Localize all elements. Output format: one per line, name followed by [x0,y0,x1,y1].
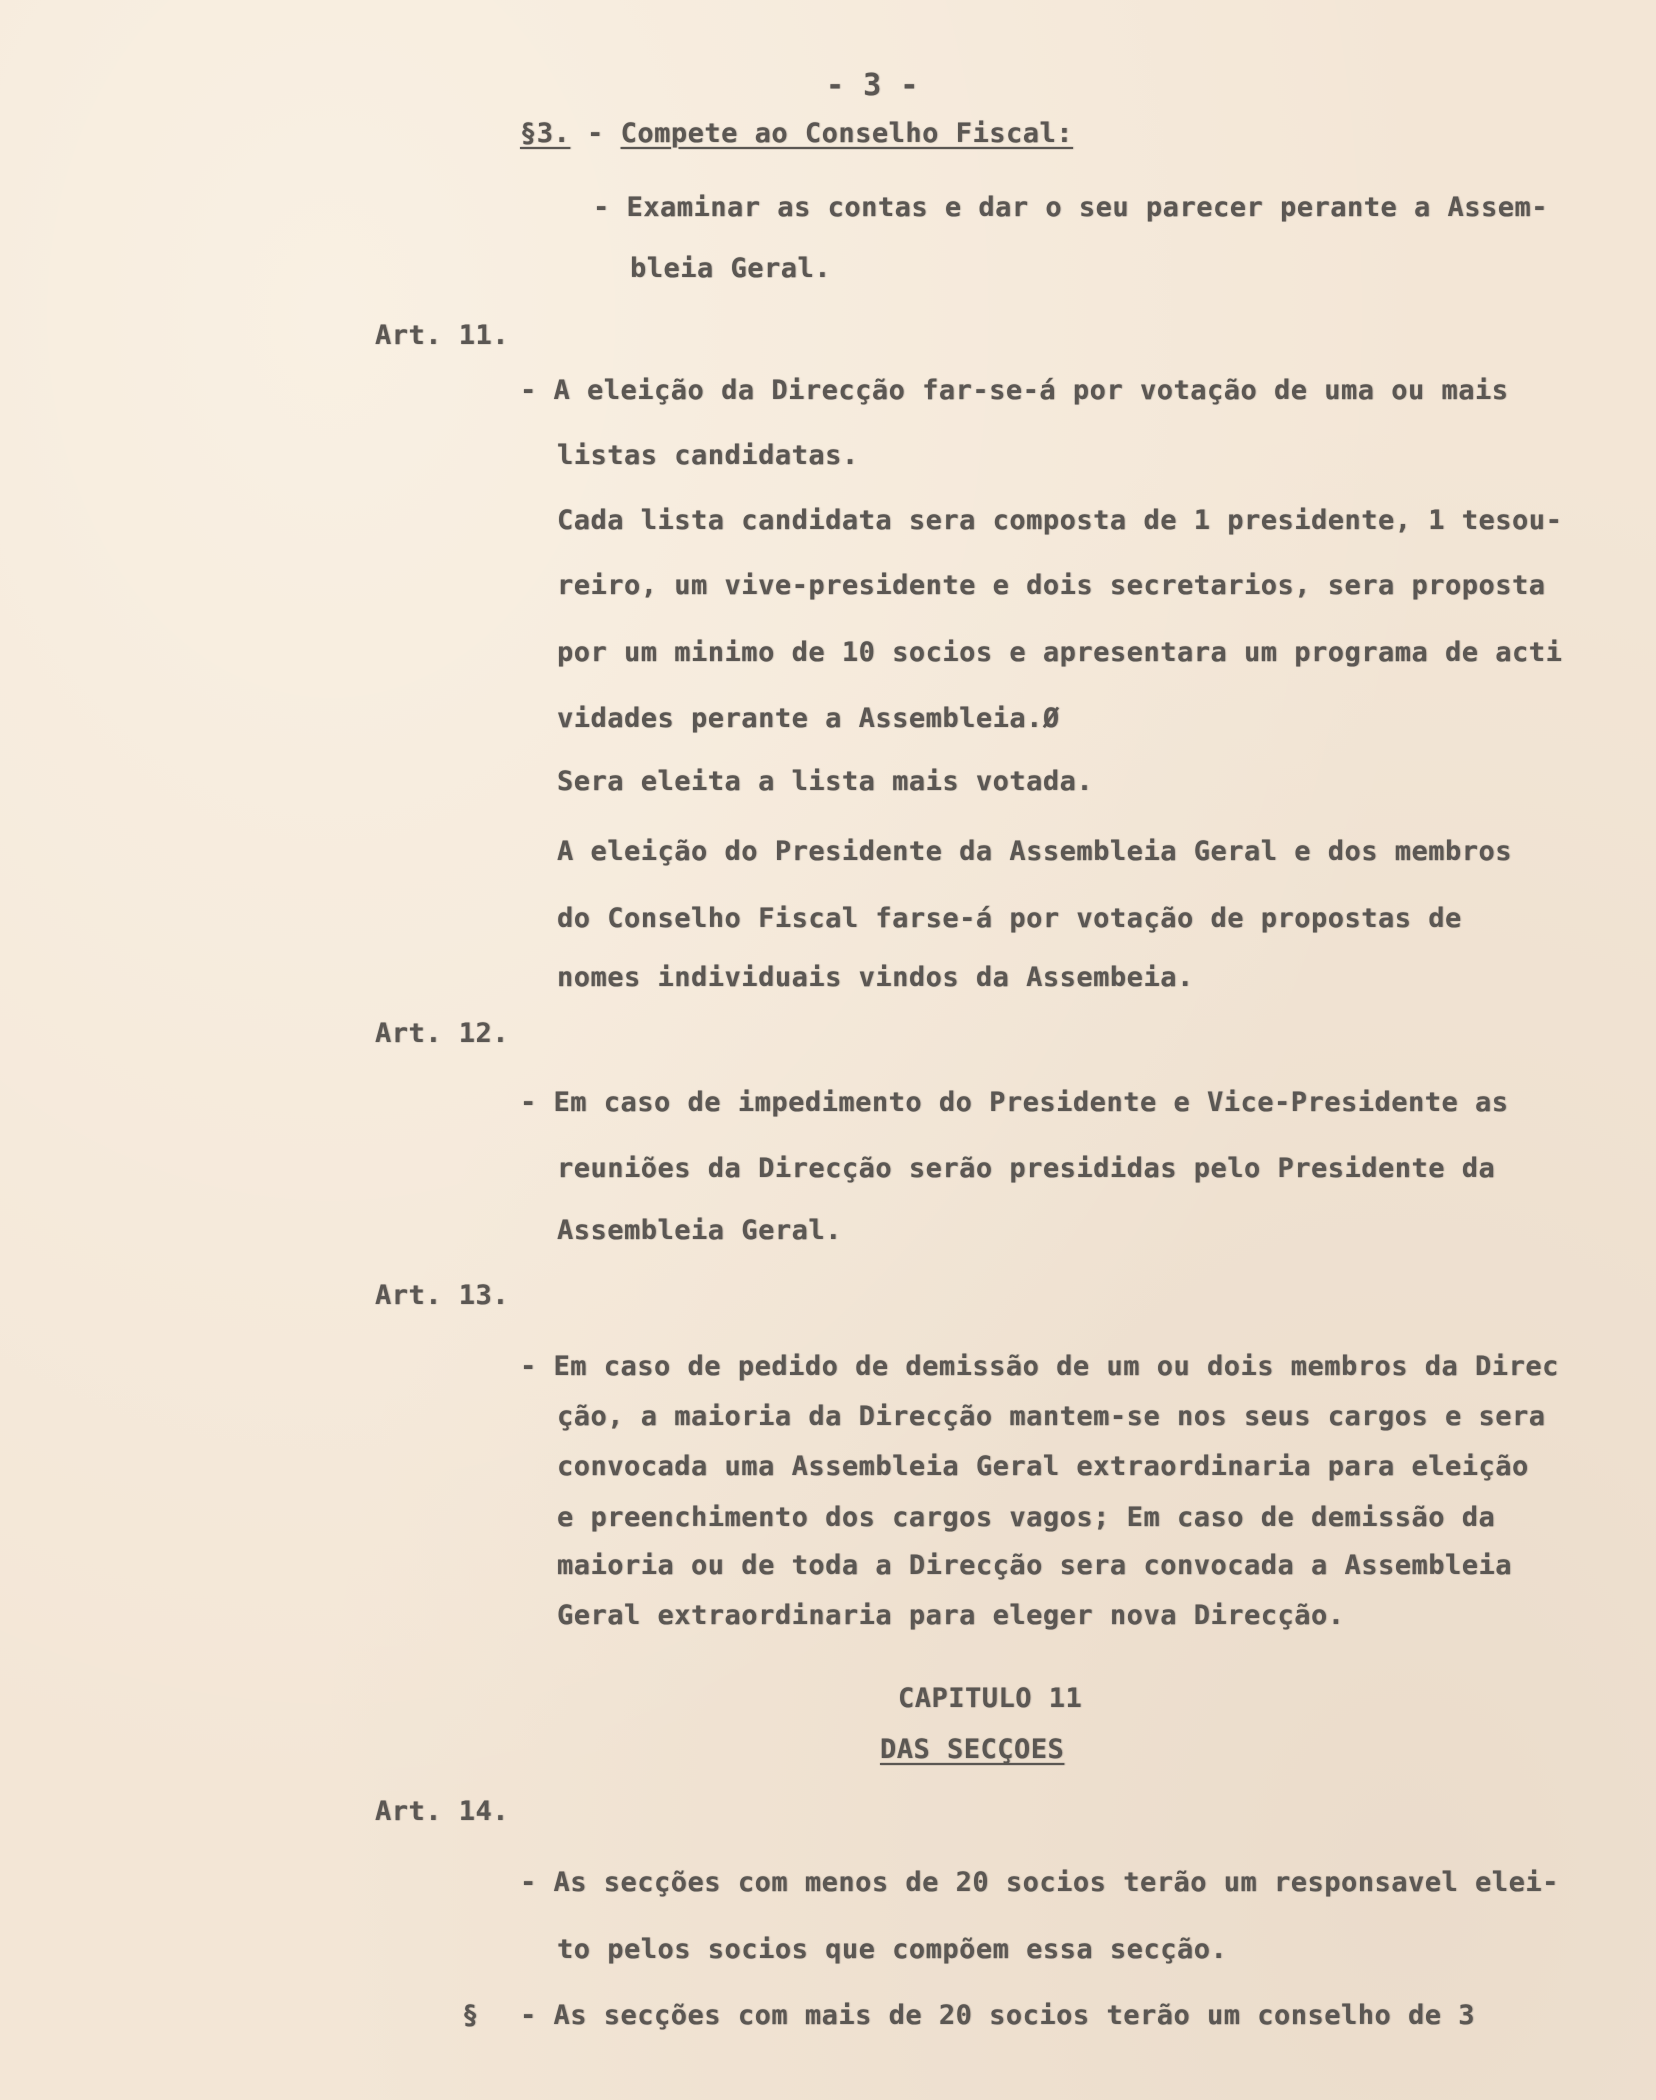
article-14-line: - As secções com menos de 20 socios terão um responsavel elei- [520,1867,1559,1898]
article-13-line: e preenchimento dos cargos vagos; Em caso de demissão da [557,1502,1496,1533]
article-14-line: to pelos socios que compõem essa secção. [557,1934,1228,1965]
article-13-line: Geral extraordinaria para eleger nova Direcção. [557,1600,1345,1631]
article-11-line: Sera eleita a lista mais votada. [557,766,1094,797]
article-12-line: reuniões da Direcção serão presididas pelo Presidente da [557,1153,1496,1184]
article-11-label: Art. 11. [375,320,510,351]
chapter-title: CAPITULO 11 [898,1683,1083,1714]
article-11-line: nomes individuais vindos da Assembeia. [557,962,1194,993]
article-12-line: Assembleia Geral. [557,1215,842,1246]
paragraph-mark: § [462,2000,479,2031]
page-number: - 3 - [826,68,919,103]
section-3-dash: - [587,118,604,149]
article-13-line: ção, a maioria da Direcção mantem-se nos seus cargos e sera [557,1401,1546,1432]
article-11-line: A eleição do Presidente da Assembleia Geral e dos membros [557,836,1513,867]
section-3-line: bleia Geral. [630,253,832,284]
article-11-line: reiro, um vive-presidente e dois secretarios, sera proposta [557,570,1546,601]
section-3-line: - Examinar as contas e dar o seu parecer perante a Assem- [593,192,1549,223]
article-11-line: listas candidatas. [557,440,859,471]
section-3-number: §3. [520,118,571,149]
article-11-line: por um minimo de 10 socios e apresentara um programa de acti [557,637,1563,668]
article-12-label: Art. 12. [375,1018,510,1049]
section-3-heading [520,118,1073,149]
article-11-line: - A eleição da Direcção far-se-á por votação de uma ou mais [520,375,1509,406]
article-13-line: - Em caso de pedido de demissão de um ou dois membros da Direc [520,1351,1559,1382]
article-12-line: - Em caso de impedimento do Presidente e Vice-Presidente as [520,1087,1509,1118]
article-14-paragraph-line: - As secções com mais de 20 socios terão um conselho de 3 [520,2000,1476,2031]
section-3-title: Compete ao Conselho Fiscal: [620,118,1073,149]
article-11-line: Cada lista candidata sera composta de 1 presidente, 1 tesou- [557,505,1563,536]
article-13-line: convocada uma Assembleia Geral extraordinaria para eleição [557,1451,1529,1482]
article-13-line: maioria ou de toda a Direcção sera convocada a Assembleia [557,1550,1513,1581]
chapter-subtitle: DAS SECÇOES [880,1734,1065,1765]
article-14-label: Art. 14. [375,1796,510,1827]
article-13-label: Art. 13. [375,1280,510,1311]
article-11-line: do Conselho Fiscal farse-á por votação de propostas de [557,903,1462,934]
article-11-line: vidades perante a Assembleia.Ø [557,703,1060,734]
